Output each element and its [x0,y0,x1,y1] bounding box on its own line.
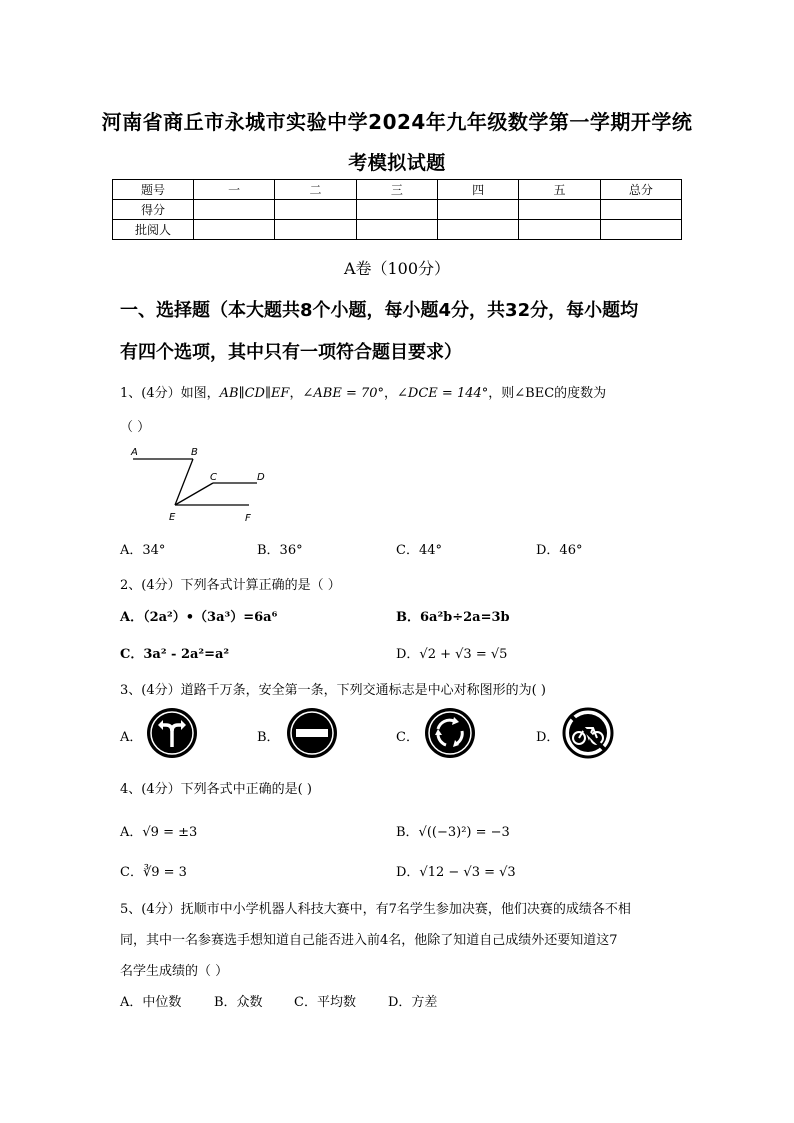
page-title: 河南省商丘市永城市实验中学2024年九年级数学第一学期开学统 [101,110,693,134]
score-cell[interactable] [519,200,600,220]
question-1-blank: （ ） [120,420,151,435]
score-cell[interactable] [437,220,518,240]
no-entry-sign-icon[interactable] [286,707,338,759]
question-2-stem: 2、(4分）下列各式计算正确的是（ ） [120,578,341,593]
q2-option-d[interactable]: D．√2 + √3 = √5 [396,647,508,662]
row-label: 批阅人 [113,220,194,240]
q5-option-a[interactable]: A．中位数 [120,995,182,1010]
score-cell[interactable] [275,200,356,220]
q5-option-d[interactable]: D．方差 [388,995,438,1010]
q4-option-c[interactable]: C．∛9 = 3 [120,865,187,880]
question-4-stem: 4、(4分）下列各式中正确的是( ) [120,782,312,797]
section-heading-line2: 有四个选项，其中只有一项符合题目要求） [120,342,462,363]
q4-option-d[interactable]: D．√12 − √3 = √3 [396,865,516,880]
table-header: 一 [194,180,275,200]
table-header: 二 [275,180,356,200]
question-1-figure [125,443,275,528]
q3-option-c-label[interactable]: C． [396,730,419,745]
q2-option-b[interactable]: B．6a²b÷2a=3b [396,610,510,625]
q3-option-b-label[interactable]: B． [257,730,280,745]
question-5-line3: 名学生成绩的（ ） [120,964,229,979]
q3-option-a-label[interactable]: A． [120,730,143,745]
q5-option-b[interactable]: B．众数 [214,995,263,1010]
table-header: 总分 [600,180,681,200]
q1-option-b[interactable]: B．36° [257,543,303,558]
label-a: A [131,447,138,458]
q3-option-d-label[interactable]: D． [536,730,560,745]
table-header: 四 [437,180,518,200]
label-d: D [257,472,265,483]
label-c: C [210,472,217,483]
table-header: 题号 [113,180,194,200]
question-5-line2: 同，其中一名参赛选手想知道自己能否进入前4名，他除了知道自己成绩外还要知道这7 [120,933,618,948]
label-b: B [191,447,198,458]
question-1-stem: 1、(4分）如图，AB∥CD∥EF，∠ABE = 70°，∠DCE = 144°，则∠BEC的度数为 [120,386,607,401]
q2-option-c[interactable]: C．3a² - 2a²=a² [120,647,230,662]
score-cell[interactable] [194,220,275,240]
section-heading: 一、选择题（本大题共8个小题，每小题4分，共32分，每小题均 [120,300,639,321]
volume-heading: A卷（100分） [343,259,451,278]
score-cell[interactable] [519,220,600,240]
table-row [113,220,682,240]
question-5-line1: 5、(4分）抚顺市中小学机器人科技大赛中，有7名学生参加决赛，他们决赛的成绩各不相 [120,902,631,917]
page-title-line2: 考模拟试题 [348,152,446,174]
table-header: 五 [519,180,600,200]
no-bicycle-sign-icon[interactable] [562,707,614,759]
q1-option-a[interactable]: A．34° [120,543,166,558]
line-be [175,459,193,505]
score-table [112,179,682,240]
q4-option-a[interactable]: A．√9 = ±3 [120,825,198,840]
score-cell[interactable] [437,200,518,220]
score-cell[interactable] [356,220,437,240]
q1-option-c[interactable]: C．44° [396,543,442,558]
q4-option-b[interactable]: B．√((−3)²) = −3 [396,825,510,840]
score-cell[interactable] [600,220,681,240]
q2-option-a[interactable]: A．（2a²）•（3a³）=6a⁶ [120,610,278,625]
row-label: 得分 [113,200,194,220]
score-cell[interactable] [275,220,356,240]
line-ce [175,483,213,505]
table-row [113,200,682,220]
roundabout-sign-icon[interactable] [424,707,476,759]
score-cell[interactable] [194,200,275,220]
label-f: F [245,513,251,524]
score-cell[interactable] [356,200,437,220]
q1-option-d[interactable]: D．46° [536,543,583,558]
q5-option-c[interactable]: C．平均数 [294,995,356,1010]
table-header: 三 [356,180,437,200]
score-cell[interactable] [600,200,681,220]
table-row [113,180,682,200]
turn-left-right-sign-icon[interactable] [146,707,198,759]
question-3-stem: 3、(4分）道路千万条，安全第一条，下列交通标志是中心对称图形的为( ) [120,683,546,698]
label-e: E [169,512,176,523]
